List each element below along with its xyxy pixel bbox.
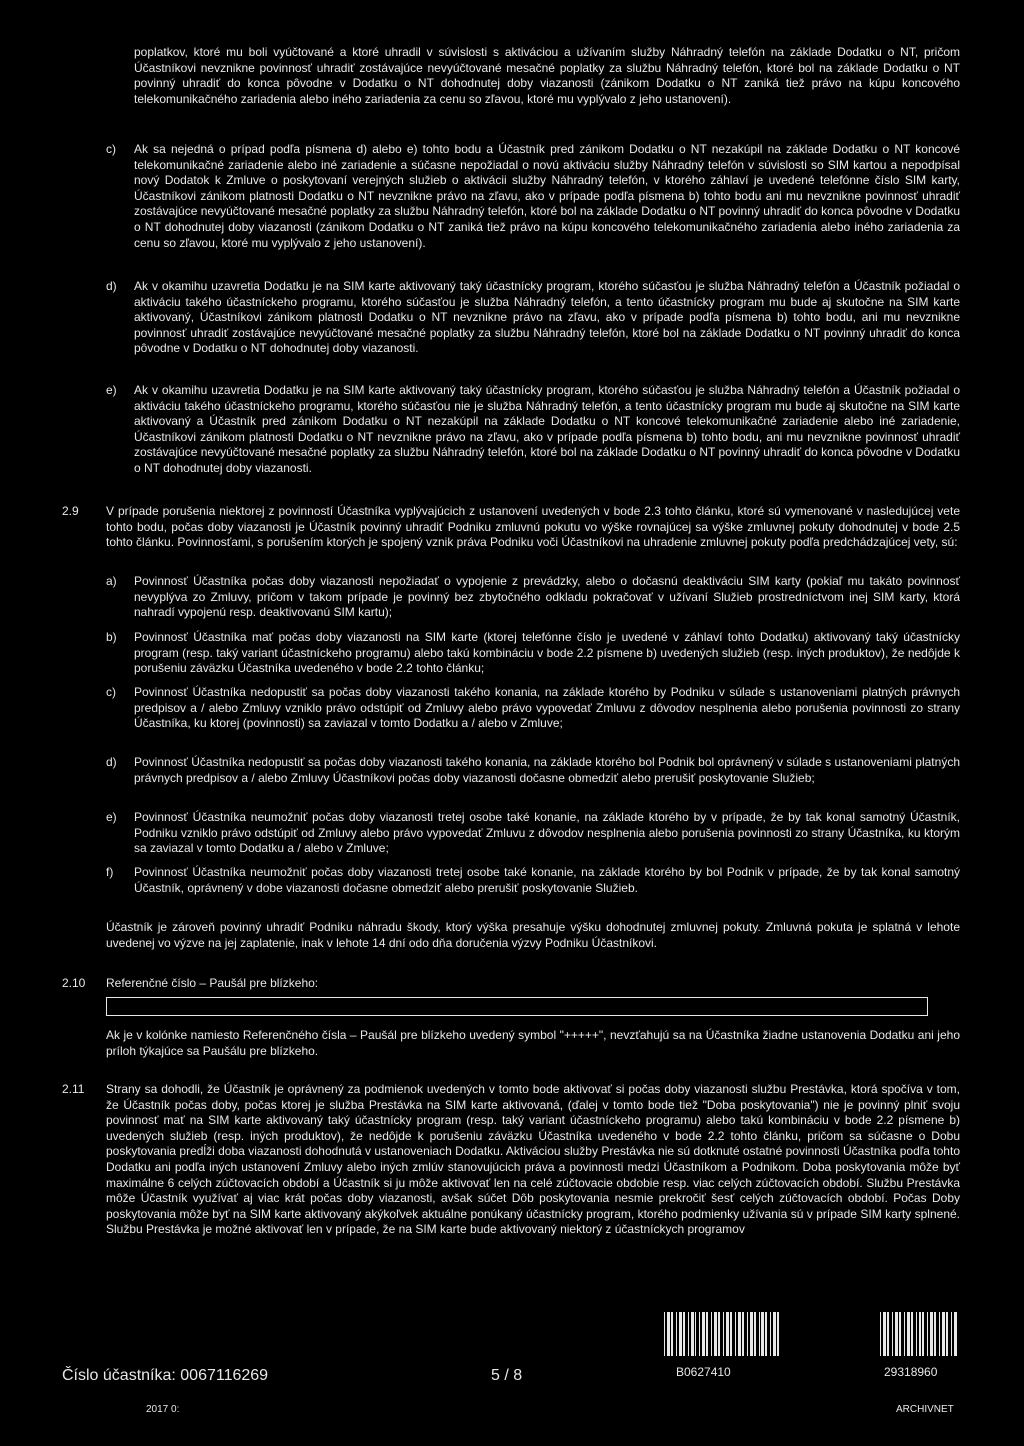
barcode-right-code: 29318960: [884, 1365, 938, 1379]
barcode-bar: [699, 1312, 700, 1356]
barcode-left-code: B0627410: [676, 1365, 731, 1379]
barcode-bar: [683, 1312, 685, 1356]
barcode-bar: [887, 1312, 889, 1356]
s29-item-b-label: b): [106, 630, 117, 644]
barcode-bar: [738, 1312, 741, 1356]
archive-label: ARCHIVNET: [896, 1404, 954, 1415]
reference-number-field: [106, 997, 928, 1016]
s29-item-b-text: Povinnosť Účastníka mať počas doby viazanosti na SIM karte (ktorej telefónne číslo je uvedené v záhlaví tohto Dodatku) aktivovaný taký účastnícky program (resp. taký variant účastníckeho programu) alebo takú kombináciu v bode 2.2 písmene b) uvedených služieb (resp. iných produktov), že nedôjde k porušeniu záväzku Účastníka uvedeného v bode 2.2 tohto článku;: [134, 630, 960, 676]
s29-item-a-text: Povinnosť Účastníka počas doby viazanosti nepožiadať o vypojenie z prevádzky, alebo o dočasnú deaktiváciu SIM karty (pokiaľ mu takáto povinnosť nevyplýva zo Zmluvy, pričom v takom prípade je povinný bez zbytočného odkladu pokračovať v užívaní Služieb prostredníctvom inej SIM karty, ktorá nahradí vypojenú resp. deaktivovanú SIM kartu);: [134, 574, 960, 620]
s29-item-a-label: a): [106, 574, 117, 588]
barcode-bar: [702, 1312, 705, 1356]
barcode-bar: [723, 1312, 724, 1356]
barcode-bar: [726, 1312, 729, 1356]
item-d-text: Ak v okamihu uzavretia Dodatku je na SIM karte aktivovaný taký účastnícky program, ktorého súčasťou je služba Náhradný telefón a Účastník požiadal o aktiváciu takého účastníckeho programu, ktorého súčasťou je služba Náhradný telefón, a tento účastnícky program mu bude aj skutočne na SIM karte aktivovaný, Účastníkovi zánikom platnosti Dodatku o NT nevznikne právo na zľavu, ako v prípade podľa písmena b) tohto bodu, ani mu nevznikne povinnosť uhradiť zostávajúce nevyúčtované mesačné poplatky za službu Náhradný telefón, ktoré bol na základe Dodatku o NT povinný uhradiť do konca pôvodne v Dodatku o NT dohodnutej doby viazanosti.: [134, 279, 960, 356]
item-c-text: Ak sa nejedná o prípad podľa písmena d) alebo e) tohto bodu a Účastník pred zánikom Dodatku o NT nezakúpil na základe Dodatku o NT koncové telekomunikačné zariadenie alebo iné zariadenie a súčasne nepožiadal o novú aktiváciu služby Náhradný telefón v súvislosti so SIM kartou a nepodpísal nový Dodatok k Zmluve o poskytovaní verejných služieb o aktivácii služby Náhradný telefón, v ktorého záhlaví je uvedené telefónne číslo SIM karty, Účastníkovi zánikom platnosti Dodatku o NT nevznikne právo na zľavu, ako v prípade podľa písmena b) tohto bodu ani mu nevznikne povinnosť uhradiť zostávajúce nevyúčtované mesačné poplatky za službu Náhradný telefón, ktoré bol na základe Dodatku o NT povinný uhradiť do konca pôvodne v Dodatku o NT dohodnutej doby viazanosti (zánikom Dodatku o NT zaniká tiež právo na kúpu koncového telekomunikačného zariadenia alebo iného zariadenia za cenu so zľavou, ktoré mu vyplývalo z jeho ustanovení).: [134, 142, 960, 250]
subscriber-number: Číslo účastníka: 0067116269: [62, 1367, 269, 1384]
barcode-bar: [930, 1312, 933, 1356]
item-e-text: Ak v okamihu uzavretia Dodatku je na SIM karte aktivovaný taký účastnícky program, ktorého súčasťou je služba Náhradný telefón a Účastník požiadal o aktiváciu takého účastníckeho programu, ktorého súčasťou nie je služba Náhradný telefón, a tento účastnícky program mu bude aj skutočne na SIM karte aktivovaný a Účastník pred zánikom Dodatku o NT nezakúpil na základe Dodatku o NT koncové telekomunikačné zariadenie alebo iné zariadenie, Účastníkovi zánikom platnosti Dodatku o NT nevznikne právo na zľavu, ako v prípade podľa písmena b) tohto bodu, ani mu nevznikne povinnosť uhradiť zostávajúce nevyúčtované mesačné poplatky za službu Náhradný telefón, ktoré bol na základe Dodatku o NT povinný uhradiť do konca pôvodne v Dodatku o NT dohodnutej doby viazanosti.: [134, 383, 960, 475]
barcode-bar: [761, 1312, 764, 1356]
barcode-bar: [922, 1312, 924, 1356]
barcode-bar: [688, 1312, 689, 1356]
barcode-bar: [742, 1312, 744, 1356]
barcode-bar: [916, 1312, 917, 1356]
s29-item-e-label: e): [106, 810, 117, 824]
barcode-bar: [927, 1312, 928, 1356]
item-e-label: e): [106, 383, 117, 397]
barcode-left: [664, 1312, 782, 1356]
s29-item-e-text: Povinnosť Účastníka neumožniť počas doby viazanosti tretej osobe také konanie, na základe ktorého by v prípade, že by tak konal samotný Účastník, Podniku vzniklo právo odstúpiť od Zmluvy alebo právo vypovedať Zmluvu z dôvodov nesplnenia alebo porušenia povinnosti zo strany Účastníka, ku ktorým sa zaviazal v tomto Dodatku a / alebo v Zmluve;: [134, 810, 960, 856]
barcode-bar: [946, 1312, 948, 1356]
barcode-bar: [711, 1312, 712, 1356]
barcode-bar: [664, 1312, 665, 1356]
section-2-9-text: V prípade porušenia niektorej z povinností Účastníka vyplývajúcich z ustanovení uvedených v bode 2.3 tohto článku, ktoré sú vymenované v nasledujúcej vete tohto bodu, počas doby viazanosti je Účastník povinný uhradiť Podniku zmluvnú pokutu vo výške rovnajúcej sa výške zmluvnej pokuty dohodnutej v bode 2.5 tohto článku. Povinnosťami, s porušením ktorých je spojený vznik práva Podniku voči Účastníkovi na uhradenie zmluvnej pokuty podľa predchádzajúcej vety, sú:: [106, 504, 960, 550]
barcode-bar: [706, 1312, 708, 1356]
barcode-right: [880, 1312, 958, 1356]
barcode-bar: [942, 1312, 945, 1356]
s29-item-d-text: Povinnosť Účastníka nedopustiť sa počas doby viazanosti takého konania, na základe ktorého bol Podnik bol oprávnený v súlade s ustanoveniami platných právnych predpisov a / alebo Zmluvy Účastníkovi počas doby viazanosti dočasne obmedziť alebo prerušiť poskytovanie Služieb;: [134, 755, 960, 785]
section-2-10-label: Referenčné číslo – Paušál pre blízkeho:: [106, 976, 319, 990]
barcode-bar: [907, 1312, 910, 1356]
s29-item-c-text: Povinnosť Účastníka nedopustiť sa počas doby viazanosti takého konania, na základe ktorého by Podniku v súlade s ustanoveniami platných právnych predpisov a / alebo Zmluvy vzniklo právo odstúpiť od Zmluvy alebo právo vypovedať Zmluvu z dôvodov nesplnenia alebo porušenia povinnosti zo strany Účastníka, ku ktorej (povinnosti) sa zaviazal v tomto Dodatku a / alebo v Zmluve;: [134, 685, 960, 731]
section-2-10-note: Ak je v kolónke namiesto Referenčného čísla – Paušál pre blízkeho uvedený symbol "+++++", nevzťahujú sa na Účastníka žiadne ustanovenia Dodatku ani jeho príloh týkajúce sa Paušálu pre blízkeho.: [106, 1028, 960, 1058]
barcode-bar: [735, 1312, 736, 1356]
barcode-bar: [939, 1312, 940, 1356]
s29-item-f-label: f): [106, 865, 114, 879]
barcode-bar: [892, 1312, 893, 1356]
barcode-bar: [754, 1312, 756, 1356]
barcode-bar: [671, 1312, 673, 1356]
barcode-bar: [911, 1312, 913, 1356]
footer-year: 2017 0:: [146, 1404, 180, 1415]
barcode-bar: [679, 1312, 682, 1356]
section-2-10-number: 2.10: [62, 976, 86, 990]
barcode-bar: [714, 1312, 717, 1356]
item-c-label: c): [106, 142, 116, 156]
barcode-bar: [759, 1312, 760, 1356]
barcode-bar: [750, 1312, 753, 1356]
s29-item-d-label: d): [106, 755, 117, 769]
barcode-bar: [880, 1312, 881, 1356]
barcode-bar: [730, 1312, 732, 1356]
barcode-bar: [904, 1312, 905, 1356]
barcode-bar: [747, 1312, 748, 1356]
barcode-bar: [919, 1312, 922, 1356]
s29-item-f-text: Povinnosť Účastníka neumožniť počas doby viazanosti tretej osobe také konanie, na základe ktorého by bol Podnik v prípade, že by tak konal samotný Účastník, oprávnený v dobe viazanosti dočasne obmedziť alebo prerušiť poskytovanie Služieb.: [134, 865, 960, 895]
barcode-bar: [954, 1312, 957, 1356]
barcode-bar: [934, 1312, 936, 1356]
barcode-bar: [691, 1312, 694, 1356]
barcode-bar: [718, 1312, 720, 1356]
barcode-bar: [770, 1312, 771, 1356]
section-2-9-number: 2.9: [62, 504, 79, 518]
section-2-11-text: Strany sa dohodli, že Účastník je oprávnený za podmienok uvedených v tomto bode aktivovať si počas doby viazanosti službu Prestávka, ktorá spočíva v tom, že Účastník počas doby, počas ktorej je služba Prestávka na SIM karte aktivovaná, (ďalej v tomto bode tiež "Doba poskytovania") nie je povinný plniť svoju povinnosť mať na SIM karte aktivovaný taký účastnícky program (resp. taký variant účastníckeho programu) alebo takú kombináciu v bode 2.2 písmene b) uvedených služieb (resp. iných produktov), že nedôjde k porušeniu záväzku Účastníka uvedeného v bode 2.2 tohto článku, pričom sa súčasne o Dobu poskytovania predĺži doba viazanosti dohodnutá v ustanoveniach Dodatku. Aktiváciou služby Prestávka nie sú dotknuté ostatné povinnosti Účastníka podľa tohto Dodatku ani podľa iných ustanovení Zmluvy alebo iných zmlúv stanovujúcich práva a povinnosti medzi Účastníkom a Podnikom. Doba poskytovania môže byť maximálne 6 celých zúčtovacích období a Účastník si ju môže aktivovať len na celé zúčtovacie obdobie resp. viac celých zúčtovacích období. Službu Prestávka môže Účastník využívať aj viac krát počas doby viazanosti, avšak súčet Dôb poskytovania nesmie prekročiť šesť celých zúčtovacích období. Počas Doby poskytovania môže byť na SIM karte aktivovaný akýkoľvek aktuálne ponúkaný účastnícky program, ktorého podmienky užívania sú v prípade SIM karty splnené. Službu Prestávka je možné aktivovať len v prípade, že na SIM karte bude aktivovaný niektorý z účastníckych programov: [106, 1082, 960, 1237]
barcode-bar: [667, 1312, 670, 1356]
barcode-bar: [883, 1312, 886, 1356]
barcode-bar: [765, 1312, 767, 1356]
barcode-bar: [695, 1312, 697, 1356]
item-d-label: d): [106, 279, 117, 293]
barcode-bar: [951, 1312, 952, 1356]
intro-paragraph: poplatkov, ktoré mu boli vyúčtované a ktoré uhradil v súvislosti s aktiváciou a užívaním služby Náhradný telefón na základe Dodatku o NT, pričom Účastníkovi nevznikne povinnosť uhradiť zostávajúce nevyúčtované mesačné poplatky za službu Náhradný telefón, ktoré bol na základe Dodatku o NT povinný uhradiť do konca pôvodne v Dodatku o NT dohodnutej doby viazanosti (zánikom Dodatku o NT zaniká tiež právo na kúpu koncového telekomunikačného zariadenia alebo iného zariadenia za cenu so zľavou, ktoré mu vyplývalo z jeho ustanovení).: [134, 45, 960, 106]
barcode-bar: [777, 1312, 779, 1356]
section-2-9-closing: Účastník je zároveň povinný uhradiť Podniku náhradu škody, ktorý výška presahuje výšku dohodnutej zmluvnej pokuty. Zmluvná pokuta je splatná v lehote uvedenej vo výzve na jej zaplatenie, inak v lehote 14 dní odo dňa doručenia výzvy Podniku Účastníkovi.: [106, 920, 960, 950]
barcode-bar: [895, 1312, 898, 1356]
barcode-bar: [676, 1312, 677, 1356]
barcode-bar: [773, 1312, 776, 1356]
s29-item-c-label: c): [106, 685, 116, 699]
page-number: 5 / 8: [491, 1367, 523, 1384]
section-2-11-number: 2.11: [62, 1082, 85, 1096]
barcode-bar: [899, 1312, 901, 1356]
